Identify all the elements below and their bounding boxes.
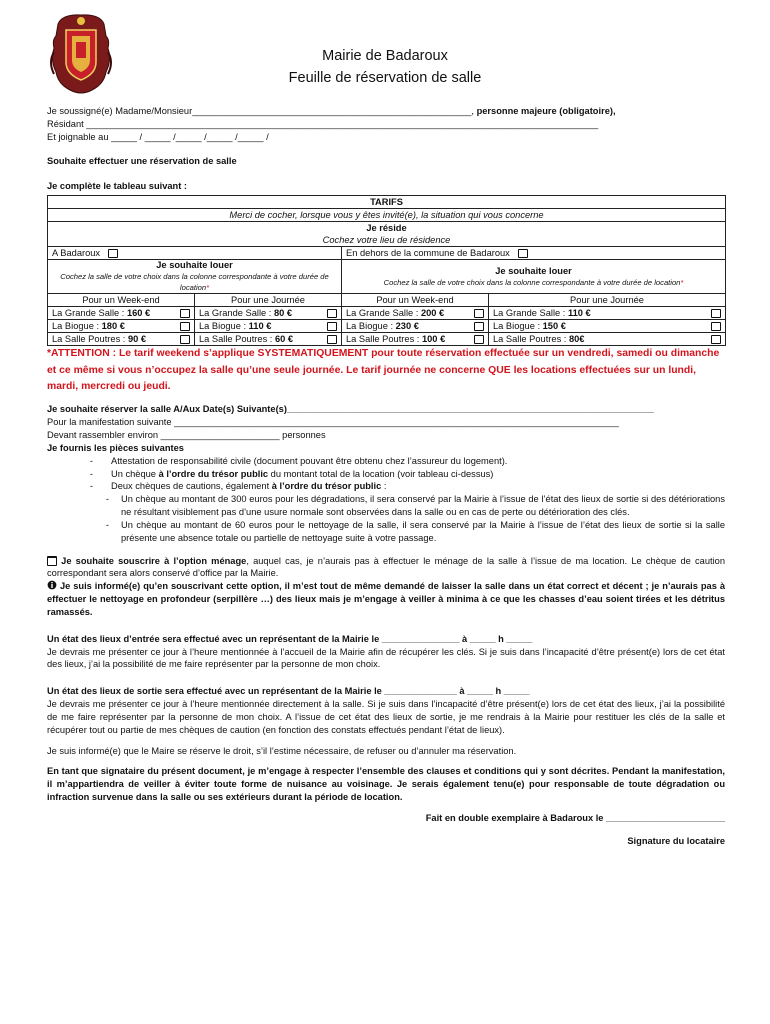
menage-info: Je suis informé(e) qu’en souscrivant cette option, il m’est tout de même demandé de laisser la salle dans un état correct et décent ; je n’aurais pas à effectuer le nettoyage en profondeur (serpillère …) des lieux mais je m’engage à veiller à minima à ce que les chasses d’eau soient tirées et les détritus ramassés. (47, 581, 725, 617)
list-item: - Un chèque à l’ordre du trésor public du montant total de la location (voir tableau ci-dessus) (89, 468, 494, 479)
etat-entree-text: Je devrais me présenter ce jour à l’heure mentionnée à l’accueil de la Mairie afin de récupérer les clés. Si je suis dans l’incapacité d’être présent(e) lors de cet état des lieux, j’ai la possibilité de me faire représenter par la personne de mon choix. (47, 646, 725, 670)
souhaite-heading: Souhaite effectuer une réservation de salle (47, 156, 237, 167)
reside-heading: Je réside (48, 222, 726, 235)
header-weekend: Pour un Week-end (342, 294, 489, 307)
tarif-cell[interactable]: La Grande Salle : 200 € (342, 307, 489, 320)
tarif-cell[interactable]: La Salle Poutres : 100 € (342, 333, 489, 346)
tarif-cell[interactable]: La Grande Salle : 160 € (48, 307, 195, 320)
checkbox-icon[interactable] (180, 335, 190, 344)
identity-name-line[interactable]: Je soussigné(e) Madame/Monsieur______________________________________________________, personne majeure (obligatoire), (47, 106, 616, 116)
tarif-row-biogue (48, 320, 726, 333)
info-icon (47, 580, 57, 590)
signature-label: Signature du locataire (627, 835, 725, 846)
checkbox-icon[interactable] (108, 249, 118, 258)
tarif-cell[interactable]: La Grande Salle : 80 € (195, 307, 342, 320)
tarif-cell[interactable]: La Biogue : 180 € (48, 320, 195, 333)
checkbox-icon[interactable] (474, 335, 484, 344)
attention-notice: *ATTENTION : Le tarif weekend s’applique SYSTEMATIQUEMENT pour toute réservation effectuée sur un vendredi, samedi ou dimanche et ce même si vous n’occupez la salle qu’une seule journée. Le tarif journée ne concerne QUE les locations effectuées sur un lundi, mardi, mercredi ou jeudi. (47, 348, 720, 393)
list-item: - Un chèque au montant de 60 euros pour le nettoyage de la salle, il sera conservé par la Mairie à l’issue de l’état des lieux de sortie si la salle présente une absence totale ou partielle de nettoyage suite à votre passage. (105, 519, 725, 543)
manifestation-line[interactable]: Pour la manifestation suivante ______________________________________________________________________________________ (47, 417, 619, 428)
etat-entree-title[interactable]: Un état des lieux d’entrée sera effectué avec un représentant de la Mairie le _______________ à _____ h _____ (47, 633, 533, 644)
list-item: - Deux chèques de cautions, également à l’ordre du trésor public : (89, 481, 387, 492)
identity-phone-line[interactable]: Et joignable au _____ / _____ /_____ /_____ /_____ / (47, 131, 269, 142)
checkbox-icon[interactable] (711, 322, 721, 331)
residence-badaroux[interactable]: A Badaroux (48, 247, 342, 260)
menage-option[interactable]: Je souhaite souscrire à l’option ménage, auquel cas, je n’aurais pas à effectuer le ménage de la salle à l’issue de ma location. Le chèque de caution correspondant sera alors conservé d’office par la Mairie. (47, 555, 725, 579)
checkbox-icon[interactable] (711, 335, 721, 344)
list-item: - Un chèque au montant de 300 euros pour les dégradations, il sera conservé par la Mairie à l’issue de l’état des lieux de sortie si des détériorations ne résultant visiblement pas d’une usure normale sont observées dans la salle ou en cas de perte ou détérioration des clés. (105, 494, 725, 518)
tarif-cell[interactable]: La Salle Poutres : 60 € (195, 333, 342, 346)
engagement-paragraph: En tant que signataire du présent document, je m’engage à respecter l’ensemble des clauses et conditions qui y sont décrites. Pendant la manifestation, il m’appartiendra de veiller à éviter toute forme de nuisance au voisinage. Je serais également tenu(e) pour responsable de toute dégradation ou infraction survenue dans la salle ou ses extérieurs durant la période de location. (47, 766, 725, 802)
tarifs-subtitle: Merci de cocher, lorsque vous y êtes invité(e), la situation qui vous concerne (48, 209, 726, 222)
tarif-row-salle-poutres (48, 333, 726, 346)
page-title: Mairie de Badaroux (322, 48, 448, 64)
etat-sortie-text: Je devrais me présenter ce jour à l’heure mentionnée directement à la salle. Si je suis dans l’incapacité d’être présent(e) lors de cet état des lieux, j’ai la possibilité de me faire représenter par la personne de mon choix. A l’issue de cet état des lieux de sortie, je me rendrais à la Mairie pour restituer les clés de la salle et récupérer tout ou partie de mes chèques de caution (en fonction des constats effectués pendant l’état de lieux). (47, 699, 725, 735)
checkbox-icon[interactable] (711, 309, 721, 318)
identity-address-line[interactable]: Résidant ___________________________________________________________________________________________________ (47, 118, 599, 129)
checkbox-icon[interactable] (474, 309, 484, 318)
checkbox-icon[interactable] (327, 322, 337, 331)
checkbox-icon[interactable] (180, 309, 190, 318)
residence-outside[interactable]: En dehors de la commune de Badaroux (342, 247, 726, 260)
page-subtitle: Feuille de réservation de salle (288, 70, 482, 86)
tarif-cell[interactable]: La Biogue : 150 € (489, 320, 726, 333)
tarifs-title: TARIFS (48, 196, 726, 209)
fait-line[interactable]: Fait en double exemplaire à Badaroux le _______________________ (425, 812, 725, 823)
complete-heading: Je complète le tableau suivant : (47, 181, 188, 192)
tarif-cell[interactable]: La Biogue : 230 € (342, 320, 489, 333)
tarif-cell[interactable]: La Biogue : 110 € (195, 320, 342, 333)
pieces-heading: Je fournis les pièces suivantes (47, 442, 184, 453)
dates-line[interactable]: Je souhaite réserver la salle A/Aux Date(s) Suivante(s)_______________________________________________________________________ (47, 404, 655, 415)
reside-subtitle: Cochez votre lieu de résidence (48, 234, 726, 247)
checkbox-icon[interactable] (180, 322, 190, 331)
tarif-cell[interactable]: La Salle Poutres : 80€ (489, 333, 726, 346)
checkbox-icon[interactable] (474, 322, 484, 331)
checkbox-icon[interactable] (518, 249, 528, 258)
header-weekend: Pour un Week-end (48, 294, 195, 307)
tarif-cell[interactable]: La Salle Poutres : 90 € (48, 333, 195, 346)
personnes-line[interactable]: Devant rassembler environ _______________________ personnes (47, 430, 326, 441)
refus-notice: Je suis informé(e) que le Maire se réserve le droit, s’il l’estime nécessaire, de refuser ou d’annuler ma réservation. (47, 745, 517, 756)
checkbox-icon[interactable] (47, 556, 57, 566)
tarif-row-grande-salle (48, 307, 726, 320)
etat-sortie-title[interactable]: Un état des lieux de sortie sera effectué avec un représentant de la Mairie le ______________ à _____ h _____ (47, 686, 530, 697)
header-journee: Pour une Journée (489, 294, 726, 307)
checkbox-icon[interactable] (327, 335, 337, 344)
header-journee: Pour une Journée (195, 294, 342, 307)
tarifs-table (47, 195, 726, 346)
list-item: - Attestation de responsabilité civile (document pouvant être obtenu chez l’assureur du logement). (89, 455, 508, 466)
louer-block-outside: Je souhaite louer Cochez la salle de votre choix dans la colonne correspondante à votre durée de location* (342, 260, 726, 294)
checkbox-icon[interactable] (327, 309, 337, 318)
louer-block-badaroux: Je souhaite louer Cochez la salle de votre choix dans la colonne correspondante à votre durée de location* (48, 260, 342, 294)
tarif-cell[interactable]: La Grande Salle : 110 € (489, 307, 726, 320)
